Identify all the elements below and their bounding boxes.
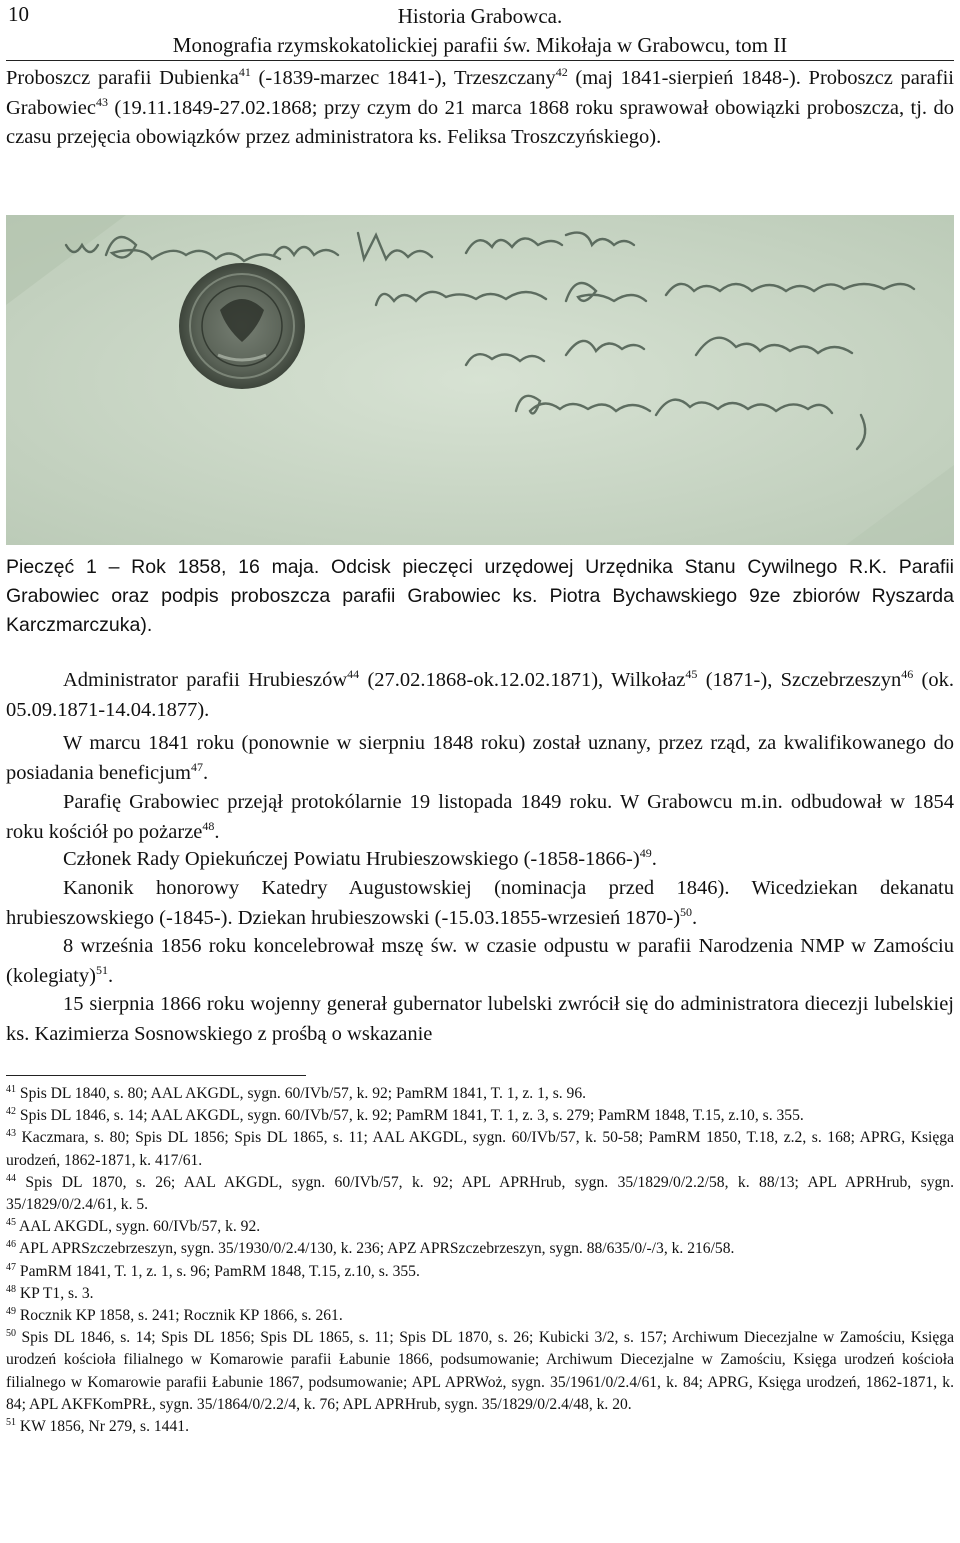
- footnote-48: [6, 1283, 954, 1305]
- footnote-text: Spis DL 1846, s. 14; AAL AKGDL, sygn. 60/IVb/57, k. 92; PamRM 1841, T. 1, z. 3, s. 279; PamRM 1848, T.15, z.10, s. 355.: [16, 1107, 804, 1125]
- footnote-text: Rocznik KP 1858, s. 241; Rocznik KP 1866, s. 261.: [16, 1307, 343, 1325]
- footnote-text: Spis DL 1840, s. 80; AAL AKGDL, sygn. 60/IVb/57, k. 92; PamRM 1841, T. 1, z. 1, s. 96.: [16, 1085, 587, 1102]
- footnote-number: 41: [6, 1083, 16, 1095]
- footnote-number: 51: [6, 1416, 16, 1428]
- footnote-number: 46: [6, 1239, 16, 1251]
- body-text: (27.02.1868-ok.12.02.1871), Wilkołaz: [359, 669, 686, 691]
- body-text: (ok. 05.09.1871-14.04.1877).: [6, 669, 955, 721]
- manuscript-scan: [6, 215, 954, 545]
- footnote-text: Kaczmara, s. 80; Spis DL 1856; Spis DL 1865, s. 11; AAL AKGDL, sygn. 60/IVb/57, k. 50-58; PamRM 1850, T.18, z.2, s. 168; APRG, Księga urodzeń, 1862-1871, k. 417/61.: [6, 1129, 954, 1169]
- footnote-ref[interactable]: 46: [901, 667, 914, 682]
- body-paragraph-1: [6, 666, 954, 725]
- running-title-line-2: Monografia rzymskokatolickiej parafii św. Mikołaja w Grabowcu, tom II: [172, 33, 788, 57]
- running-title: [6, 2, 954, 60]
- body-paragraph-6: [6, 932, 954, 991]
- footnote-45: [6, 1216, 954, 1238]
- intro-text: (19.11.1849-27.02.1868; przy czym do 21 marca 1868 roku sprawował obowiązki proboszcza, tj. do czasu przejęcia obowiązków przez administratora ks. Feliksa Troszczyńskiego).: [6, 96, 954, 148]
- footnote-41: [6, 1083, 954, 1105]
- footnote-number: 48: [6, 1283, 16, 1295]
- body-paragraph-4: [6, 845, 954, 875]
- footnote-ref[interactable]: 47: [191, 759, 204, 774]
- footnote-number: 42: [6, 1106, 16, 1118]
- footnote-text: AAL AKGDL, sygn. 60/IVb/57, k. 92.: [16, 1218, 261, 1236]
- footnote-ref[interactable]: 51: [95, 962, 108, 977]
- intro-text: Proboszcz parafii Dubienka: [6, 67, 239, 89]
- body-text: Parafię Grabowiec przejął protokólarnie 19 listopada 1849 roku. W Grabowcu m.in. odbudował w 1854 roku kościół po pożarze: [6, 791, 954, 843]
- footnote-ref[interactable]: 44: [347, 667, 360, 682]
- footnote-number: 47: [6, 1261, 16, 1273]
- footnote-ref[interactable]: 49: [639, 846, 652, 861]
- footnote-51: [6, 1416, 954, 1438]
- footnote-46: [6, 1238, 954, 1260]
- footnote-ref[interactable]: 43: [95, 94, 108, 109]
- intro-text: (-1839-marzec 1841-), Trzeszczany: [250, 67, 556, 89]
- footnote-text: Spis DL 1870, s. 26; AAL AKGDL, sygn. 60/IVb/57, k. 92; APL APRHrub, sygn. 35/1829/0/2.2/58, k. 88/13; APL APRHrub, sygn. 35/1829/0/2.4/61, k. 5.: [6, 1173, 954, 1214]
- body-text: .: [214, 820, 220, 843]
- body-text: Członek Rady Opiekuńczej Powiatu Hrubieszowskiego (-1858-1866-): [63, 848, 640, 870]
- body-text: .: [107, 964, 114, 987]
- page-number: 10: [8, 2, 29, 26]
- footnotes: [6, 1083, 954, 1438]
- footnote-ref[interactable]: 48: [202, 818, 215, 833]
- intro-text: (maj 1841-sierpień 1848-). Proboszcz parafii Grabowiec: [6, 67, 954, 119]
- footnote-text: KW 1856, Nr 279, s. 1441.: [16, 1418, 189, 1436]
- footnote-43: [6, 1127, 954, 1171]
- body-text: .: [692, 906, 698, 929]
- footnote-ref[interactable]: 45: [685, 667, 698, 682]
- running-header: [6, 2, 954, 61]
- running-title-line-1: Historia Grabowca.: [397, 4, 563, 28]
- figure-caption: Pieczęć 1 – Rok 1858, 16 maja. Odcisk pieczęci urzędowej Urzędnika Stanu Cywilnego R.K. Parafii Grabowiec oraz podpis proboszcza parafii Grabowiec ks. Piotra Bychawskiego 9ze zbiorów Ryszarda Karczmarczuka).: [6, 556, 954, 636]
- footnote-text: KP T1, s. 3.: [16, 1284, 94, 1302]
- footnote-50: [6, 1327, 954, 1416]
- footnote-44: [6, 1172, 954, 1216]
- footnote-number: 45: [6, 1217, 16, 1229]
- body-text: 8 września 1856 roku koncelebrował mszę św. w czasie odpustu w parafii Narodzenia NMP w Zamościu (kolegiaty): [6, 935, 954, 987]
- body-text: .: [203, 761, 209, 784]
- intro-paragraph: [6, 64, 954, 153]
- footnote-number: 43: [6, 1128, 16, 1140]
- footnote-number: 44: [6, 1172, 16, 1184]
- body-text: W marcu 1841 roku (ponownie w sierpniu 1848 roku) został uznany, przez rząd, za kwalifikowanego do posiadania beneficjum: [6, 732, 954, 784]
- archival-document-image: [6, 215, 954, 545]
- footnote-47: [6, 1261, 954, 1283]
- official-seal: [179, 263, 305, 389]
- body-paragraph-2: [6, 729, 954, 788]
- body-paragraph-3: [6, 788, 954, 847]
- footnote-ref[interactable]: 41: [238, 65, 251, 80]
- footnote-ref[interactable]: 42: [555, 65, 568, 80]
- footnote-separator: [6, 1075, 306, 1076]
- footnote-49: [6, 1305, 954, 1327]
- body-text: (1871-), Szczebrzeszyn: [697, 669, 902, 691]
- footnote-text: Spis DL 1846, s. 14; Spis DL 1856; Spis DL 1865, s. 11; Spis DL 1870, s. 26; Kubicki 3/2, s. 157; Archiwum Diecezjalne w Zamościu, Księga urodzeń kościoła filialnego w Komarowie parafii Łabunie 1866, podsumowanie; Archiwum Diecezjalne w Zamościu, Księga urodzeń kościoła filialnego w Komarowie parafii Łabunie 1867, podsumowanie; APL APRWoż, sygn. 35/1961/0/2.4/61, k. 84; APRG, Księga urodzeń, 1862-1871, k. 84; APL AKFKomPRŁ, sygn. 35/1864/0/2.2/4, k. 76; APL APRHrub, sygn. 35/1829/0/2.4/48, k. 20.: [6, 1329, 954, 1413]
- footnote-42: [6, 1105, 954, 1127]
- footnote-text: PamRM 1841, T. 1, z. 1, s. 96; PamRM 1848, T.15, z.10, s. 355.: [16, 1262, 420, 1280]
- body-text: .: [651, 848, 657, 870]
- footnote-ref[interactable]: 50: [680, 904, 693, 919]
- footnote-text: APL APRSzczebrzeszyn, sygn. 35/1930/0/2.4/130, k. 236; APZ APRSzczebrzeszyn, sygn. 88/635/0/-/3, k. 216/58.: [16, 1240, 735, 1258]
- body-paragraph-7: 15 sierpnia 1866 roku wojenny generał gubernator lubelski zwrócił się do administratora diecezji lubelskiej ks. Kazimierza Sosnowskiego z prośbą o wskazanie: [6, 993, 954, 1045]
- body-paragraph-5: [6, 874, 954, 933]
- footnote-number: 49: [6, 1305, 16, 1317]
- body-text: Administrator parafii Hrubieszów: [63, 669, 348, 691]
- footnote-number: 50: [6, 1328, 16, 1340]
- body-text: Kanonik honorowy Katedry Augustowskiej (nominacja przed 1846). Wicedziekan dekanatu hrubieszowskiego (-1845-). Dziekan hrubieszowski (-15.03.1855-wrzesień 1870-): [6, 877, 954, 929]
